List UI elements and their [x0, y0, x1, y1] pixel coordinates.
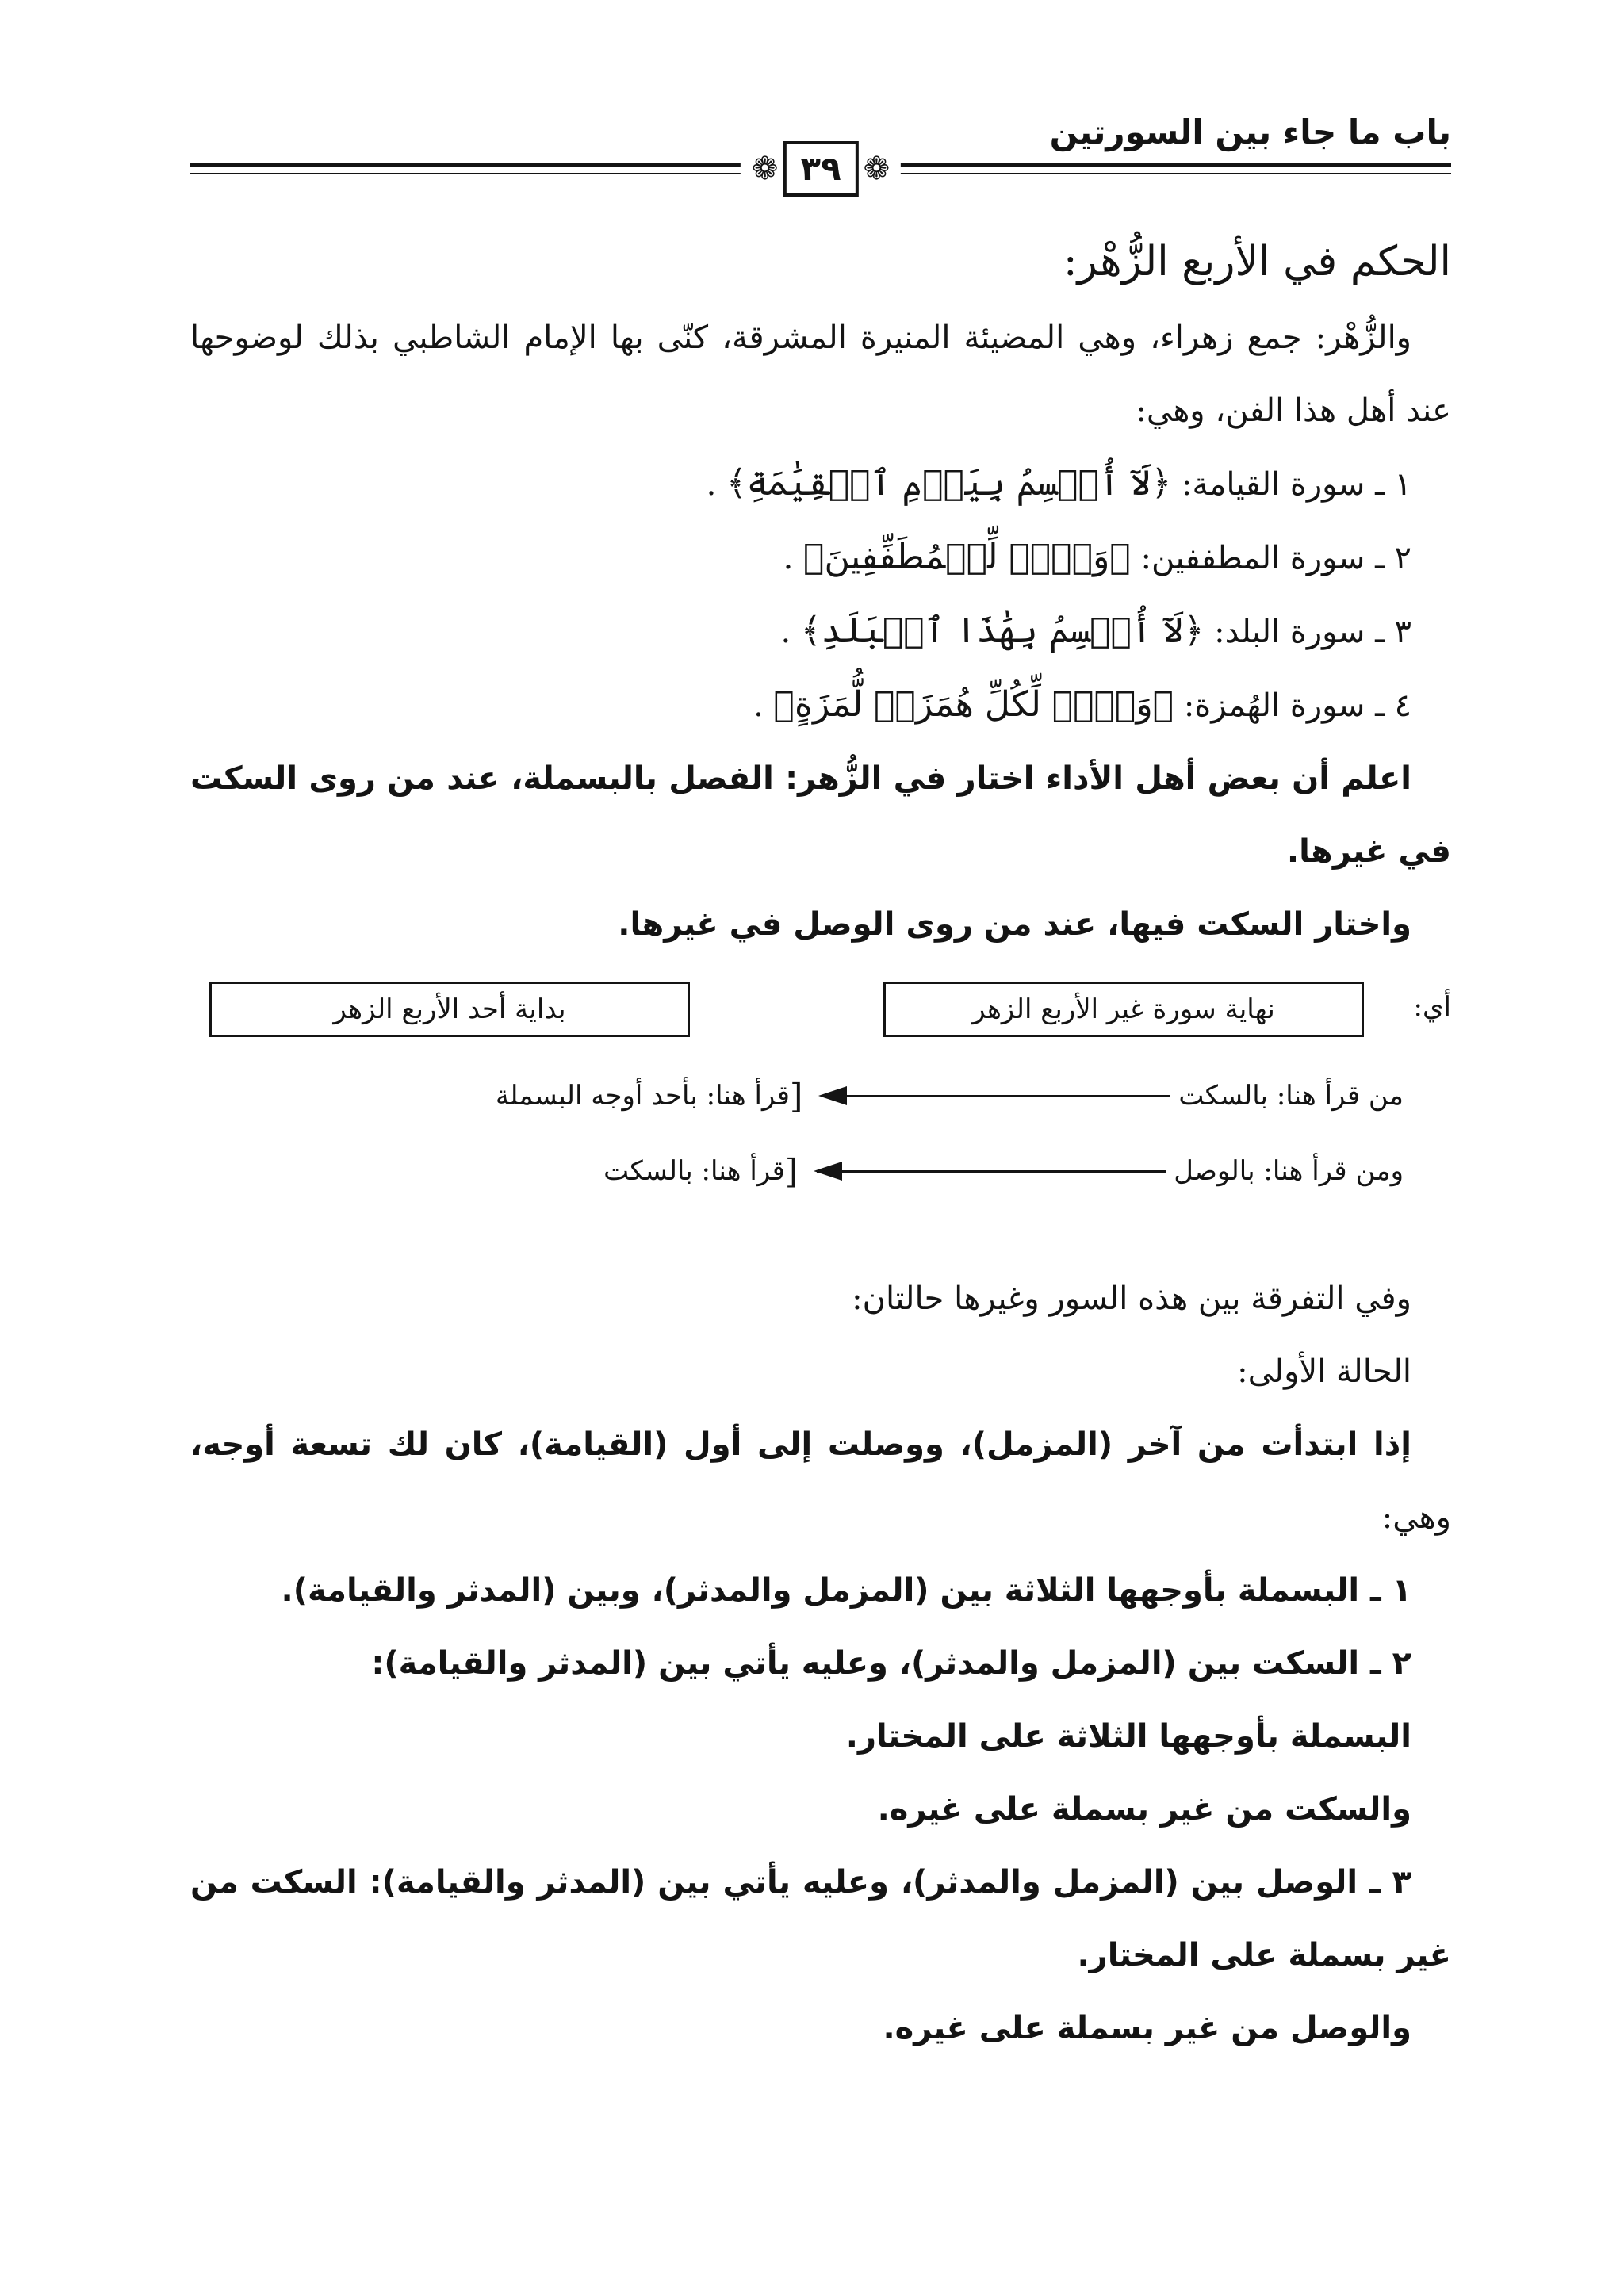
- page-header: [190, 103, 1451, 190]
- surah-label: ٤ ـ سورة الهُمزة:: [1183, 687, 1411, 724]
- intro-paragraph: والزُّهْر: جمع زهراء، وهي المضيئة المنيرة المشرقة، كنّى بها الإمام الشاطبي بذلك لوضوحها عند أهل هذا الفن، وهي:: [190, 320, 1451, 429]
- option-item: البسملة بأوجهها الثلاثة على المختار.: [845, 1718, 1411, 1755]
- end-mark: .: [753, 687, 764, 724]
- surah-item: [190, 668, 1451, 742]
- row-to-label: قرأ هنا: بأحد أوجه البسملة: [495, 1080, 790, 1112]
- bracket-mark: [: [784, 1151, 799, 1191]
- quran-verse: ﴿لَآ أُقۡسِمُ بِيَوۡمِ ٱلۡقِيَٰمَةِ﴾: [726, 463, 1172, 503]
- end-mark: .: [783, 540, 794, 576]
- quran-verse: ﴿لَآ أُقۡسِمُ بِهَٰذَا ٱلۡبَلَدِ﴾: [800, 611, 1205, 651]
- option-item: ٢ ـ السكت بين (المزمل والمدثر)، وعليه يأتي بين (المدثر والقيامة):: [371, 1645, 1411, 1682]
- box-surah-end: [883, 982, 1364, 1037]
- left-arrow-icon: [817, 1170, 1166, 1173]
- quran-verse: ﴿وَيۡلٞ لِّلۡمُطَفِّفِينَ﴾: [803, 537, 1131, 577]
- option-item: ١ ـ البسملة بأوجهها الثلاثة بين (المزمل والمدثر)، وبين (المدثر والقيامة).: [281, 1572, 1411, 1609]
- box-label: نهاية سورة غير الأربع الزهر: [972, 993, 1275, 1025]
- surah-label: ١ ـ سورة القيامة:: [1182, 466, 1411, 503]
- row-from-label: ومن قرأ هنا: بالوصل: [1174, 1155, 1404, 1187]
- page-number: ٣٩: [783, 141, 858, 197]
- end-mark: .: [706, 466, 717, 503]
- quran-verse: ﴿وَيۡلٞ لِّكُلِّ هُمَزَةٖ لُّمَزَةٍ﴾: [773, 684, 1174, 725]
- diagram-row: [603, 1147, 1404, 1195]
- surah-list: [190, 447, 1451, 742]
- case-bold-text: إذا ابتدأت من آخر (المزمل)، ووصلت إلى أول (القيامة)، كان لك تسعة أوجه،: [190, 1426, 1411, 1463]
- note-paragraph: اعلم أن بعض أهل الأداء اختار في الزُّهر: الفصل بالبسملة، عند من روى السكت في غيرها.: [190, 760, 1451, 870]
- running-title: باب ما جاء بين السورتين: [1049, 113, 1451, 151]
- cases-intro: وفي التفرقة بين هذه السور وغيرها حالتان:: [852, 1280, 1411, 1317]
- page-content: [190, 222, 1451, 2065]
- page-number-frame: [741, 141, 901, 197]
- surah-label: ٢ ـ سورة المطففين:: [1140, 540, 1411, 576]
- bracket-mark: [: [789, 1076, 803, 1116]
- option-item: والسكت من غير بسملة على غيره.: [877, 1791, 1411, 1828]
- recitation-diagram: [190, 969, 1451, 1246]
- option-item: والوصل من غير بسملة على غيره.: [883, 2010, 1411, 2046]
- row-from-label: من قرأ هنا: بالسكت: [1178, 1080, 1404, 1112]
- option-item: ٣ ـ الوصل بين (المزمل والمدثر)، وعليه يأتي بين (المدثر والقيامة): السكت من غير بسملة على المختار.: [190, 1864, 1451, 1973]
- end-mark: .: [780, 614, 791, 650]
- note-paragraph: واختار السكت فيها، عند من روى الوصل في غيرها.: [618, 906, 1411, 943]
- case-title: الحالة الأولى:: [1237, 1353, 1411, 1390]
- surah-label: ٣ ـ سورة البلد:: [1214, 614, 1411, 650]
- diagram-row: [496, 1072, 1404, 1120]
- left-arrow-icon: [822, 1095, 1170, 1097]
- surah-item: [190, 447, 1451, 521]
- case-paragraph: [190, 1408, 1451, 1554]
- ornament-icon: ❁: [751, 151, 779, 187]
- section-title: الحكم في الأربع الزُّهْر:: [1063, 238, 1451, 285]
- box-label: بداية أحد الأربع الزهر: [333, 993, 566, 1025]
- surah-item: [190, 521, 1451, 595]
- case-rest-text: وهي:: [1381, 1499, 1451, 1536]
- box-surah-start: [209, 982, 690, 1037]
- row-to-label: قرأ هنا: بالسكت: [603, 1155, 785, 1187]
- ornament-icon: ❁: [863, 151, 891, 187]
- diagram-prefix: أي:: [1413, 991, 1451, 1023]
- surah-item: [190, 595, 1451, 668]
